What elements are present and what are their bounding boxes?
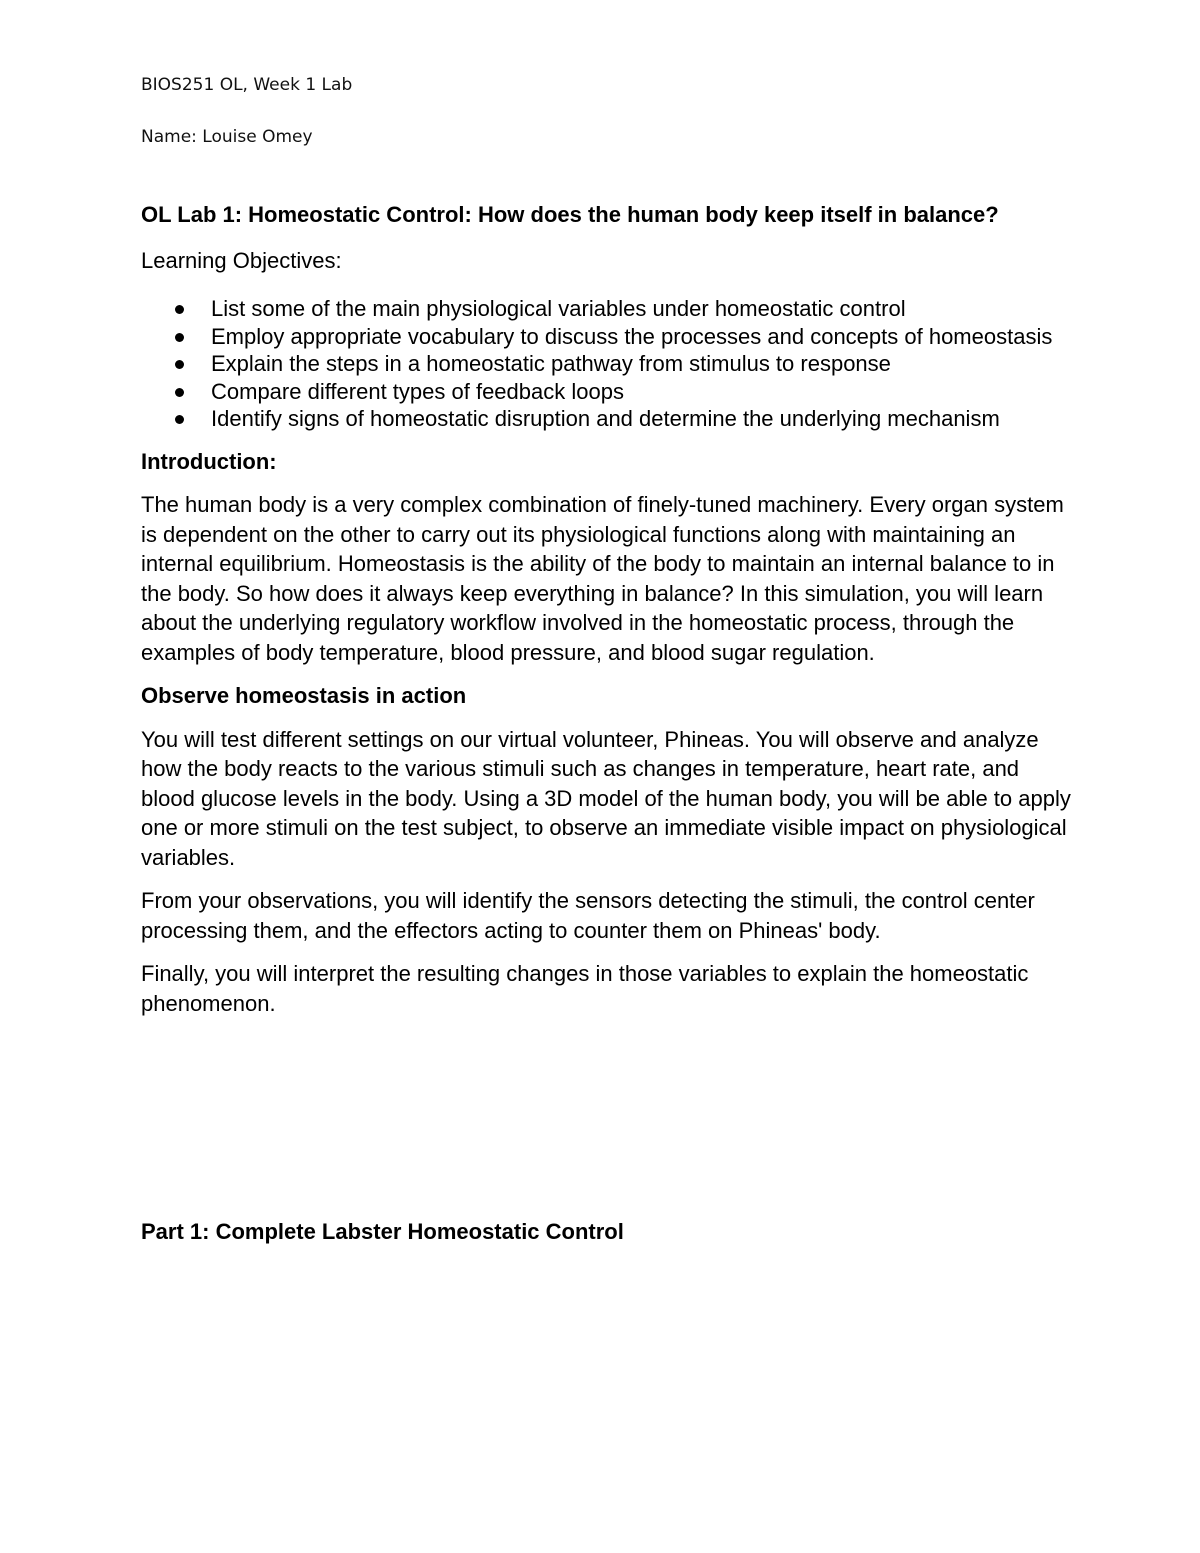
list-item	[141, 350, 1071, 378]
course-header: BIOS251 OL, Week 1 Lab	[141, 75, 353, 95]
part-1-heading: Part 1: Complete Labster Homeostatic Control	[141, 1219, 624, 1244]
objective-text: Identify signs of homeostatic disruption and determine the underlying mechanism	[211, 406, 1000, 431]
observe-paragraph: From your observations, you will identify the sensors detecting the stimuli, the control center processing them, and the effectors acting to counter them on Phineas' body.	[141, 888, 1035, 943]
introduction-heading: Introduction:	[141, 448, 277, 474]
student-name-line	[141, 127, 313, 147]
list-item	[141, 405, 1071, 433]
bullet-icon	[175, 388, 184, 397]
list-item	[141, 295, 1071, 323]
student-name: Louise Omey	[202, 127, 313, 147]
document-body	[141, 200, 1071, 1032]
objective-text: Explain the steps in a homeostatic pathway from stimulus to response	[211, 351, 891, 376]
introduction-paragraph: The human body is a very complex combination of finely-tuned machinery. Every organ system is dependent on the other to carry out its physiological functions along with maintaining an internal equilibrium. Homeostasis is the ability of the body to maintain an internal balance to in the body. So how does it always keep everything in balance? In this simulation, you will learn about the underlying regulatory workflow involved in the homeostatic process, through the examples of body temperature, blood pressure, and blood sugar regulation.	[141, 492, 1064, 665]
observe-paragraph: Finally, you will interpret the resulting changes in those variables to explain the homeostatic phenomenon.	[141, 961, 1029, 1016]
objective-text: Compare different types of feedback loops	[211, 378, 624, 404]
observe-paragraph: You will test different settings on our virtual volunteer, Phineas. You will observe and analyze how the body reacts to the various stimuli such as changes in temperature, heart rate, and blood glucose levels in the body. Using a 3D model of the human body, you will be able to apply one or more stimuli on the test subject, to observe an immediate visible impact on physiological variables.	[141, 726, 1071, 870]
bullet-icon	[175, 360, 184, 369]
bullet-icon	[175, 305, 184, 314]
learning-objectives-list	[141, 295, 1071, 433]
observe-heading: Observe homeostasis in action	[141, 683, 467, 708]
list-item	[141, 323, 1071, 351]
bullet-icon	[175, 415, 184, 424]
objective-text: Employ appropriate vocabulary to discuss the processes and concepts of homeostasis	[211, 323, 1053, 349]
list-item	[141, 378, 1071, 406]
learning-objectives-label: Learning Objectives:	[141, 247, 342, 273]
objective-text: List some of the main physiological variables under homeostatic control	[211, 296, 906, 321]
bullet-icon	[175, 333, 184, 342]
name-label: Name:	[141, 127, 197, 147]
lab-title: OL Lab 1: Homeostatic Control: How does the human body keep itself in balance?	[141, 202, 999, 227]
